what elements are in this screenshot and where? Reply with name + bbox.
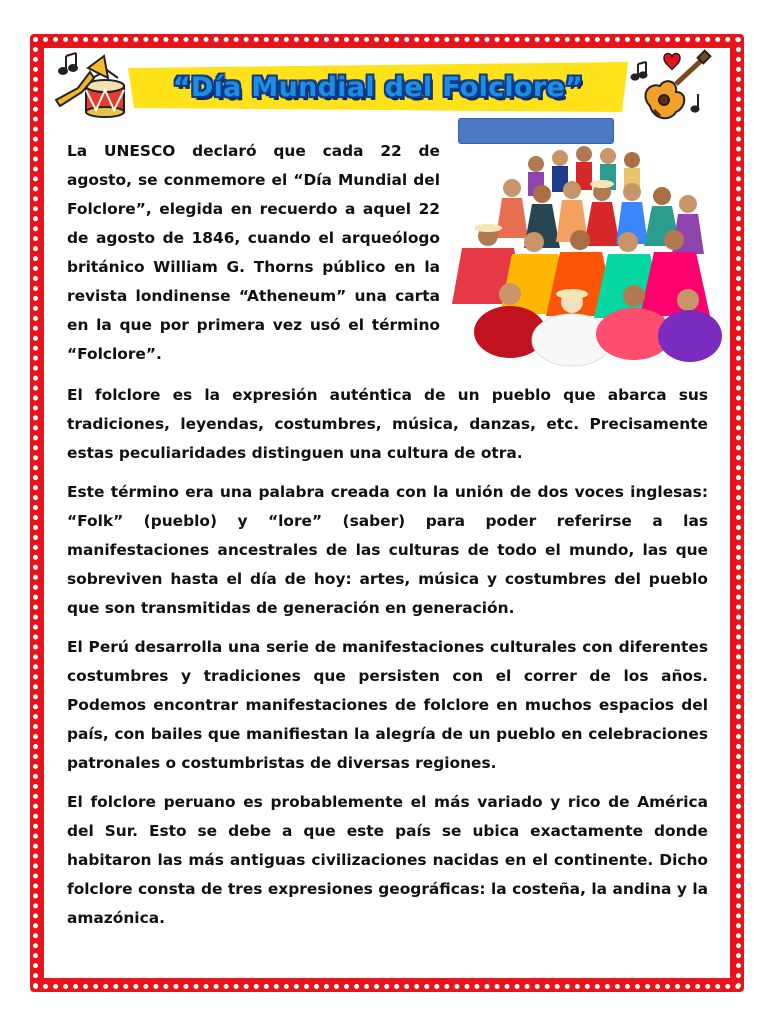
trumpet-drum-icon [52,48,132,120]
paragraph-etymology: Este término era una palabra creada con la unión de dos voces inglesas: “Folk” (pueblo) y “lore” (saber) para poder referirse a las manifestaciones ancestrales de las culturas de todo el mundo, las que sobreviven hasta el día de hoy: artes, música y costumbres del pueblo que son transmitidas de generación en generación. [67,483,708,617]
photo-caption-tab [458,118,614,144]
paragraph-peruvian-folklore: El folclore peruano es probablemente el más variado y rico de América del Sur. Esto se debe a que este país se ubica exactamente donde habitaron las más antiguas civilizaciones nacidas en el continente. Dicho folclore consta de tres expresiones geográficas: la costeña, la andina y la amazónica. [67,793,708,927]
guitar-icon [630,48,714,126]
paragraph-unesco: La UNESCO declaró que cada 22 de agosto, se conmemore el “Día Mundial del Folclore”, elegida en recuerdo a aquel 22 de agosto de 1846, cuando el arqueólogo británico William G. Thorns público en la revista londinense “Atheneum” una carta en la que por primera vez usó el término “Folclore”. [67,142,440,363]
folk-dancers-photo [452,118,724,370]
paragraph-definition: El folclore es la expresión auténtica de un pueblo que abarca sus tradiciones, leyendas, costumbres, música, danzas, etc. Precisamente estas peculiaridades distinguen una cultura de otra. [67,386,708,462]
paragraph-peru-manifestations: El Perú desarrolla una serie de manifestaciones culturales con diferentes costumbres y tradiciones que persisten con el correr de los años. Podemos encontrar manifestaciones de folclore en muchos espacios del país, con bailes que manifiestan la alegría de un pueblo en celebraciones patronales o costumbristas de diversas regiones. [67,638,708,772]
title-banner [128,62,628,112]
page-title: “Día Mundial del Folclore” [172,71,584,103]
